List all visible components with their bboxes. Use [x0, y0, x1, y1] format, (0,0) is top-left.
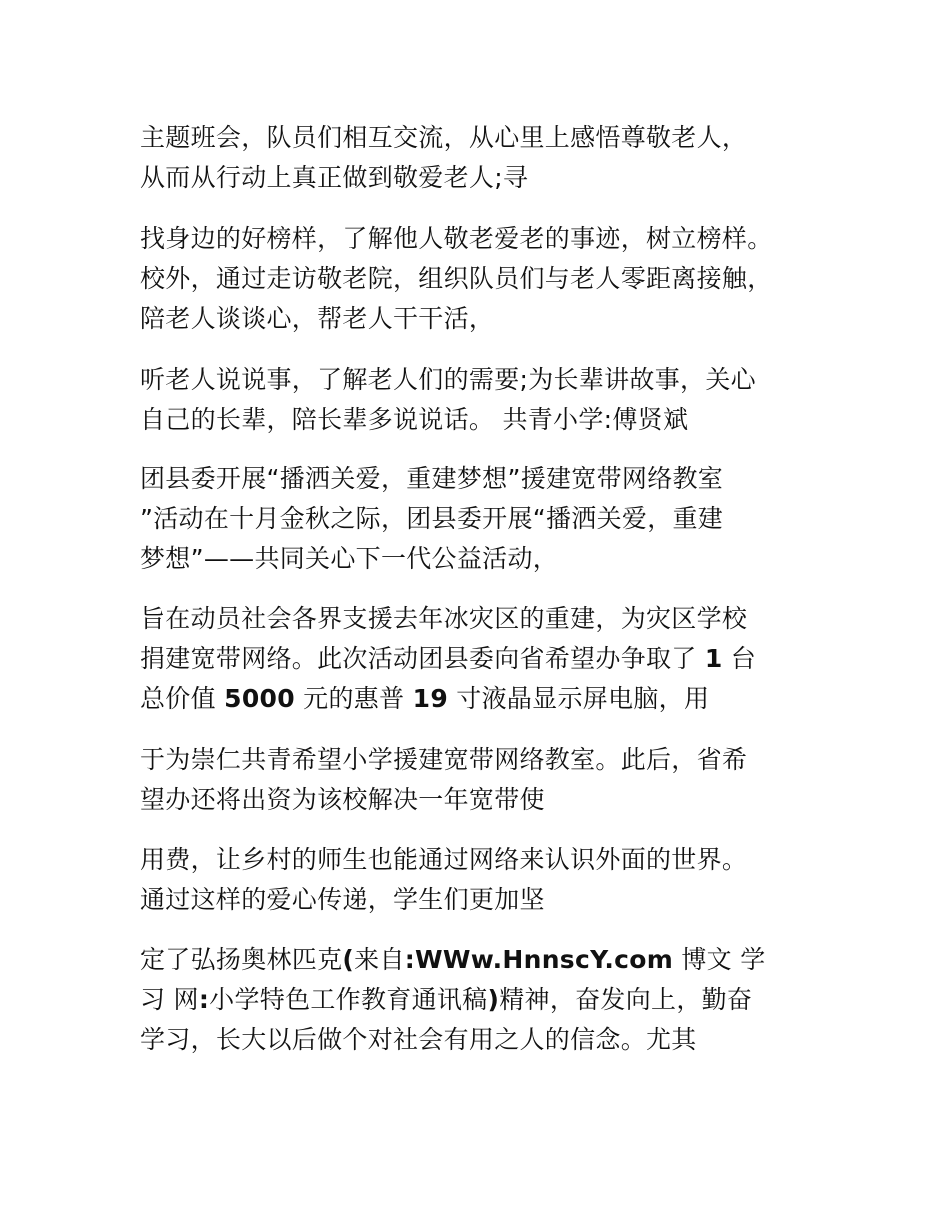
text-line: 自己的长辈，陪长辈多说说话。 共青小学:傅贤斌: [140, 405, 689, 434]
text-run: 博文 学: [673, 945, 766, 974]
text-run: 元的惠普: [294, 684, 413, 713]
paragraph-6: [140, 740, 830, 820]
text-line: 学习，长大以后做个对社会有用之人的信念。尤其: [140, 1025, 697, 1054]
text-line: [140, 940, 830, 980]
text-line: 梦想”——共同关心下一代公益活动，: [140, 544, 559, 573]
text-line: 陪老人谈谈心，帮老人干干活，: [140, 304, 495, 333]
text-run: 习 网: [140, 985, 199, 1014]
paragraph-1: [140, 118, 830, 198]
text-line: 旨在动员社会各界支援去年冰灾区的重建，为灾区学校: [140, 604, 748, 633]
text-run: 总价值: [140, 684, 225, 713]
text-line: 用费，让乡村的师生也能通过网络来认识外面的世界。: [140, 845, 748, 874]
text-run: 寸液晶显示屏电脑，用: [448, 684, 710, 713]
text-run: 捐建宽带网络。此次活动团县委向省希望办争取了: [140, 644, 705, 673]
text-line: 从而从行动上真正做到敬爱老人;寻: [140, 163, 529, 192]
text-line: 望办还将出资为该校解决一年宽带使: [140, 785, 545, 814]
text-line: 团县委开展“播洒关爱，重建梦想”援建宽带网络教室: [140, 464, 724, 493]
text-line: [140, 639, 830, 679]
text-line: 于为崇仁共青希望小学援建宽带网络教室。此后，省希: [140, 745, 748, 774]
paragraph-3: [140, 360, 830, 440]
text-line: [140, 679, 830, 719]
paragraph-2: [140, 219, 830, 339]
text-line: ”活动在十月金秋之际，团县委开展“播洒关爱，重建: [140, 504, 724, 533]
text-line: [140, 980, 830, 1020]
text-line: 听老人说说事，了解老人们的需要;为长辈讲故事，关心: [140, 365, 756, 394]
paragraph-4: [140, 459, 830, 579]
bold-text: :: [198, 985, 210, 1014]
number-text: 5000: [224, 684, 295, 713]
bold-text: (: [342, 945, 355, 974]
text-run: 定了弘扬奥林匹克: [140, 945, 343, 974]
bold-text: ): [487, 985, 500, 1014]
text-run: 精神，奋发向上，勤奋: [499, 985, 753, 1014]
text-line: 主题班会，队员们相互交流，从心里上感悟尊敬老人，: [140, 123, 748, 152]
number-text: 1: [704, 644, 723, 673]
text-line: 通过这样的爱心传递，学生们更加坚: [140, 885, 545, 914]
bold-url-text: :WWw.HnnscY.com: [404, 945, 674, 974]
text-line: 找身边的好榜样，了解他人敬老爱老的事迹，树立榜样。: [140, 224, 773, 253]
text-line: 校外，通过走访敬老院，组织队员们与老人零距离接触，: [140, 264, 773, 293]
paragraph-5: [140, 599, 830, 719]
paragraph-8: [140, 940, 830, 1060]
text-run: 来自: [354, 945, 405, 974]
text-run: 小学特色工作教育通讯稿: [209, 985, 488, 1014]
number-text: 19: [412, 684, 449, 713]
text-run: 台: [722, 644, 757, 673]
paragraph-7: [140, 840, 830, 920]
